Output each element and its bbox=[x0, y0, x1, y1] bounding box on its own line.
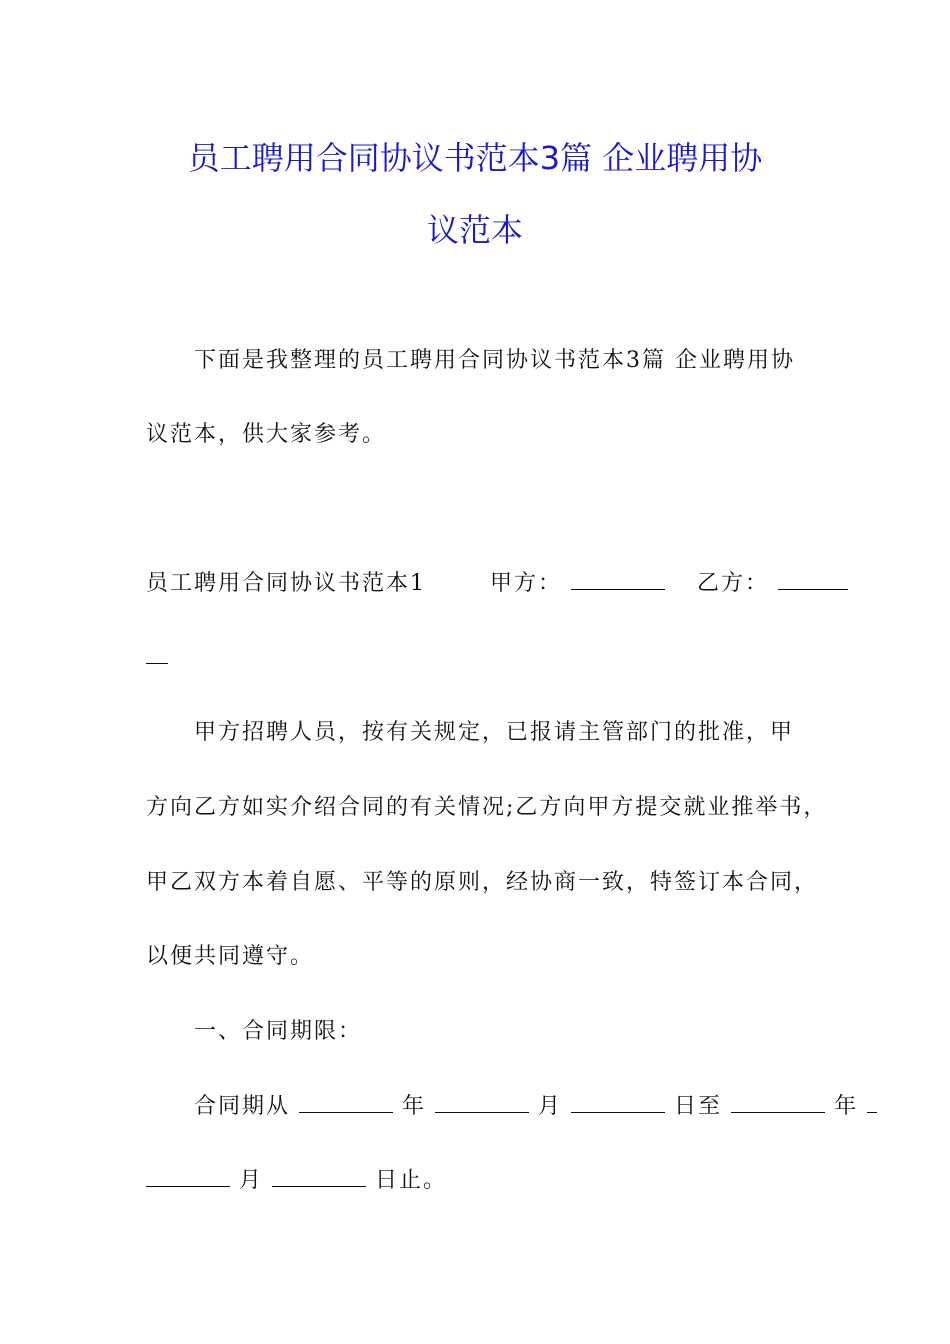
party-b-blank-continued-row bbox=[146, 643, 168, 673]
start-year-blank bbox=[299, 1092, 393, 1113]
end-day-blank bbox=[272, 1166, 366, 1187]
section-1-heading: 员工聘用合同协议书范本1 bbox=[146, 571, 426, 596]
contract-term-row-1 bbox=[194, 1092, 877, 1122]
party-b-label: 乙方： bbox=[697, 571, 770, 596]
start-month-label: 月 bbox=[538, 1094, 563, 1119]
clause-1-heading: 一、合同期限： bbox=[194, 1019, 363, 1044]
start-day-blank bbox=[571, 1092, 665, 1113]
party-a-blank bbox=[571, 569, 665, 590]
document-title-line-1: 员工聘用合同协议书范本3篇 企业聘用协 bbox=[187, 139, 763, 177]
paragraph-1-line-3: 甲乙双方本着自愿、平等的原则，经协商一致，特签订本合同， bbox=[146, 870, 819, 895]
party-b-blank-continued bbox=[146, 643, 168, 664]
end-year-label: 年 bbox=[834, 1094, 859, 1119]
day-to-label: 日至 bbox=[674, 1094, 723, 1119]
contract-term-row-2 bbox=[146, 1166, 447, 1196]
party-b-blank bbox=[778, 569, 848, 590]
party-a-label: 甲方： bbox=[490, 571, 563, 596]
document-title-line-2: 议范本 bbox=[426, 211, 523, 249]
start-year-label: 年 bbox=[402, 1094, 427, 1119]
paragraph-1-line-2: 方向乙方如实介绍合同的有关情况;乙方向甲方提交就业推举书， bbox=[146, 795, 828, 820]
end-month-label: 月 bbox=[239, 1168, 264, 1193]
paragraph-1-line-1: 甲方招聘人员，按有关规定，已报请主管部门的批准，甲 bbox=[194, 720, 795, 745]
section-heading-row bbox=[146, 569, 848, 599]
term-prefix: 合同期从 bbox=[194, 1094, 291, 1119]
intro-paragraph-line-2: 议范本，供大家参考。 bbox=[146, 422, 387, 447]
end-label: 日止。 bbox=[375, 1168, 448, 1193]
end-month-blank bbox=[146, 1166, 230, 1187]
end-month-blank-start bbox=[867, 1092, 877, 1113]
start-month-blank bbox=[435, 1092, 529, 1113]
intro-paragraph-line-1: 下面是我整理的员工聘用合同协议书范本3篇 企业聘用协 bbox=[194, 348, 795, 373]
end-year-blank bbox=[731, 1092, 825, 1113]
paragraph-1-line-4: 以便共同遵守。 bbox=[146, 944, 315, 969]
